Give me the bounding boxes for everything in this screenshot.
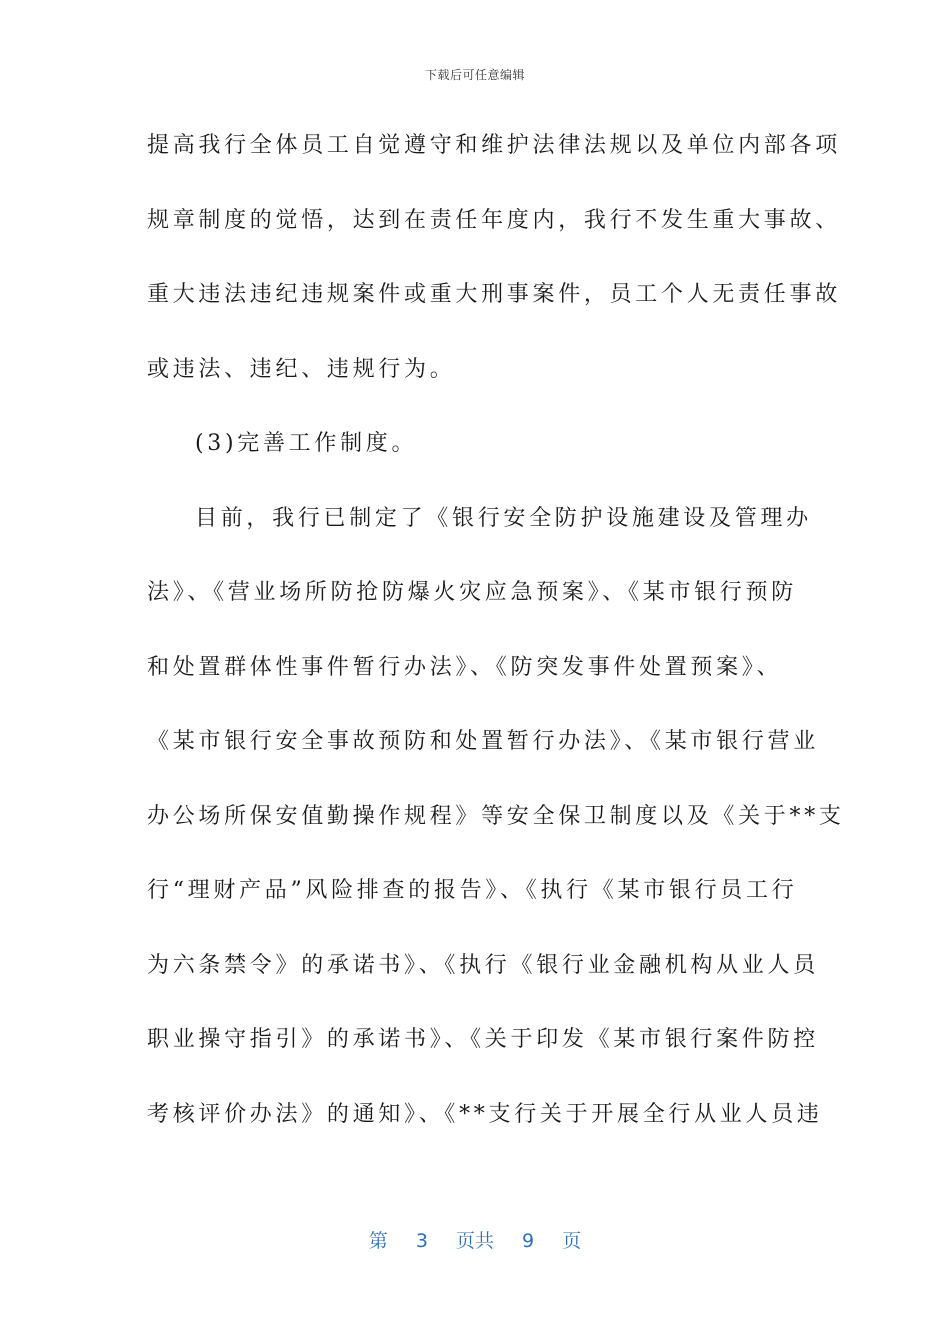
total-pages-number: 9 [522, 1230, 535, 1252]
text-line: 法》、《营业场所防抢防爆火灾应急预案》、《某市银行预防 [147, 580, 797, 605]
footer-suffix: 页 [562, 1230, 582, 1252]
footer-middle: 页共 [455, 1230, 494, 1252]
document-body [147, 128, 845, 1171]
text-line: 办公场所保安值勤操作规程》等安全保卫制度以及《关于**支 [147, 803, 845, 829]
text-line: 规章制度的觉悟，达到在责任年度内，我行不发生重大事故、 [147, 207, 841, 233]
text-line: 行“理财产品”风险排查的报告》、《执行《某市银行员工行 [147, 878, 798, 903]
paragraph-start-line: 目前，我行已制定了《银行安全防护设施建设及管理办 [195, 505, 812, 531]
text-line: 为六条禁令》的承诺书》、《执行《银行业金融机构从业人员 [147, 952, 819, 978]
text-line: 重大违法违纪违规案件或重大刑事案件，员工个人无责任事故 [147, 282, 841, 307]
footer-prefix: 第 [368, 1230, 388, 1252]
text-line: 职业操守指引》的承诺书》、《关于印发《某市银行案件防控 [147, 1027, 819, 1052]
text-line: 和处置群体性事件暂行办法》、《防突发事件处置预案》、 [147, 654, 783, 680]
text-line: 考核评价办法》的通知》、《**支行关于开展全行从业人员违 [147, 1101, 823, 1127]
text-line: 或违法、违纪、违规行为。 [147, 356, 456, 382]
section-heading: (3)完善工作制度。 [195, 431, 418, 456]
page-footer [0, 1226, 950, 1253]
text-line: 提高我行全体员工自觉遵守和维护法律法规以及单位内部各项 [147, 133, 841, 158]
header-note: 下载后可任意编辑 [424, 68, 525, 82]
current-page-number: 3 [415, 1230, 428, 1252]
text-line: 《某市银行安全事故预防和处置暂行办法》、《某市银行营业 [147, 729, 819, 754]
